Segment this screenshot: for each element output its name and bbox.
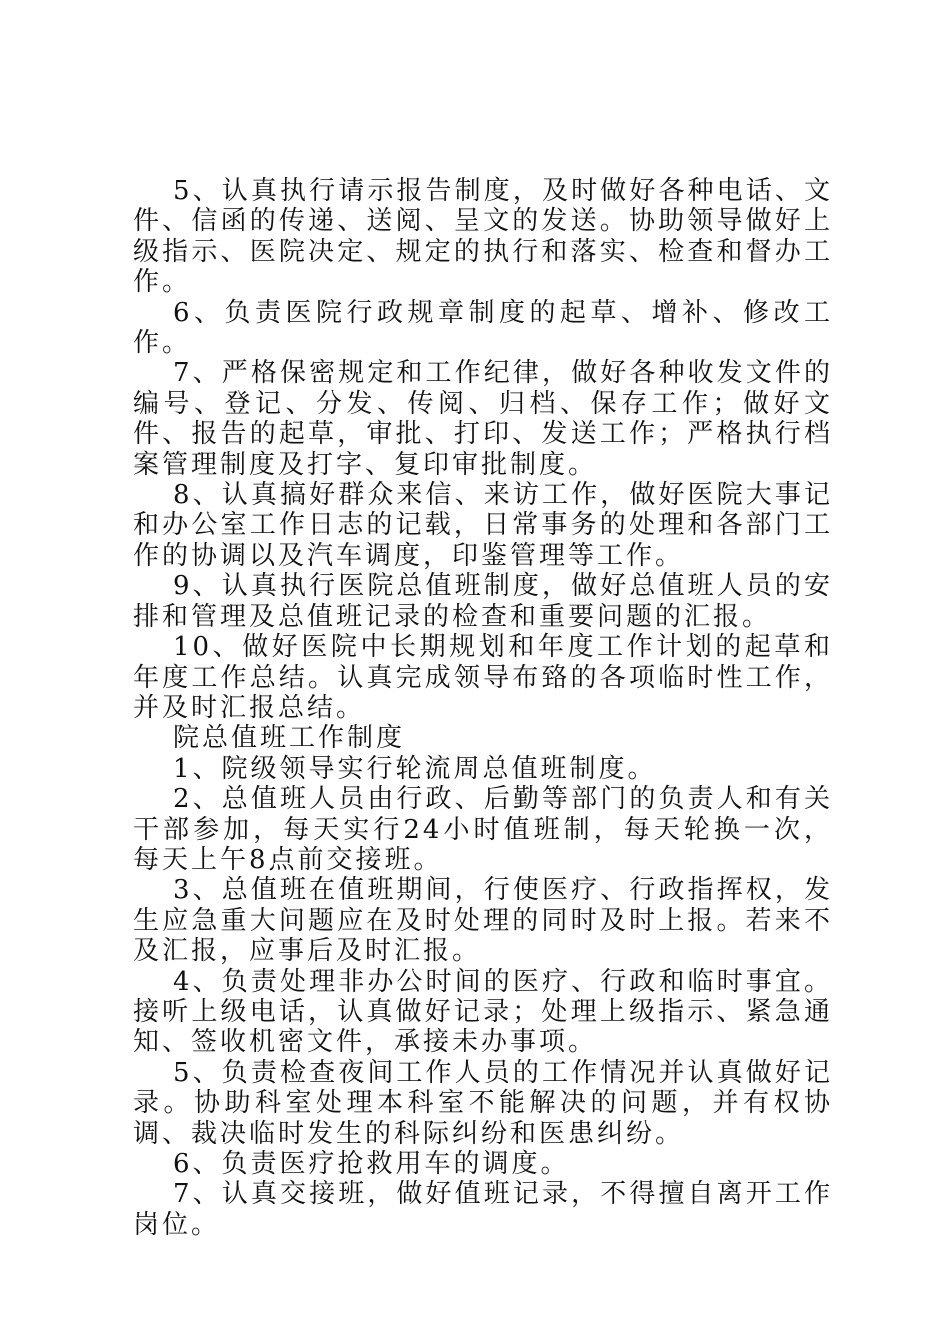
paragraph-item-10: 10、做好医院中长期规划和年度工作计划的起草和年度工作总结。认真完成领导布臵的各项临时性工作，并及时汇报总结。 — [133, 632, 833, 723]
section-paragraph-7: 7、认真交接班，做好值班记录，不得擅自离开工作岗位。 — [133, 1179, 833, 1240]
section-paragraph-5: 5、负责检查夜间工作人员的工作情况并认真做好记录。协助科室处理本科室不能解决的问题，并有权协调、裁决临时发生的科际纠纷和医患纠纷。 — [133, 1057, 833, 1149]
paragraph-item-8: 8、认真搞好群众来信、来访工作，做好医院大事记和办公室工作日志的记载，日常事务的处理和各部门工作的协调以及汽车调度，印鉴管理等工作。 — [133, 480, 833, 571]
paragraph-item-9: 9、认真执行医院总值班制度，做好总值班人员的安排和管理及总值班记录的检查和重要问题的汇报。 — [133, 571, 833, 632]
section-paragraph-1: 1、院级领导实行轮流周总值班制度。 — [173, 753, 657, 784]
section-paragraph-3: 3、总值班在值班期间，行使医疗、行政指挥权，发生应急重大问题应在及时处理的同时及时上报。若来不及汇报，应事后及时汇报。 — [133, 875, 833, 967]
paragraph-item-6: 6、负责医院行政规章制度的起草、增补、修改工作。 — [133, 297, 833, 359]
section-paragraph-2: 2、总值班人员由行政、后勤等部门的负责人和有关干部参加，每天实行24小时值班制，每天轮换一次，每天上午8点前交接班。 — [133, 784, 833, 875]
paragraph-item-7: 7、严格保密规定和工作纪律，做好各种收发文件的编号、登记、分发、传阅、归档、保存工作；做好文件、报告的起草，审批、打印、发送工作；严格执行档案管理制度及打字、复印审批制度。 — [133, 358, 833, 480]
section-title: 院总值班工作制度 — [173, 723, 406, 754]
document-body — [133, 176, 833, 1240]
paragraph-item-5: 5、认真执行请示报告制度，及时做好各种电话、文件、信函的传递、送阅、呈文的发送。协助领导做好上级指示、医院决定、规定的执行和落实、检查和督办工作。 — [133, 176, 833, 298]
section-paragraph-6: 6、负责医疗抢救用车的调度。 — [173, 1149, 570, 1179]
section-paragraph-4: 4、负责处理非办公时间的医疗、行政和临时事宜。接听上级电话，认真做好记录；处理上级指示、紧急通知、签收机密文件，承接未办事项。 — [133, 966, 833, 1058]
